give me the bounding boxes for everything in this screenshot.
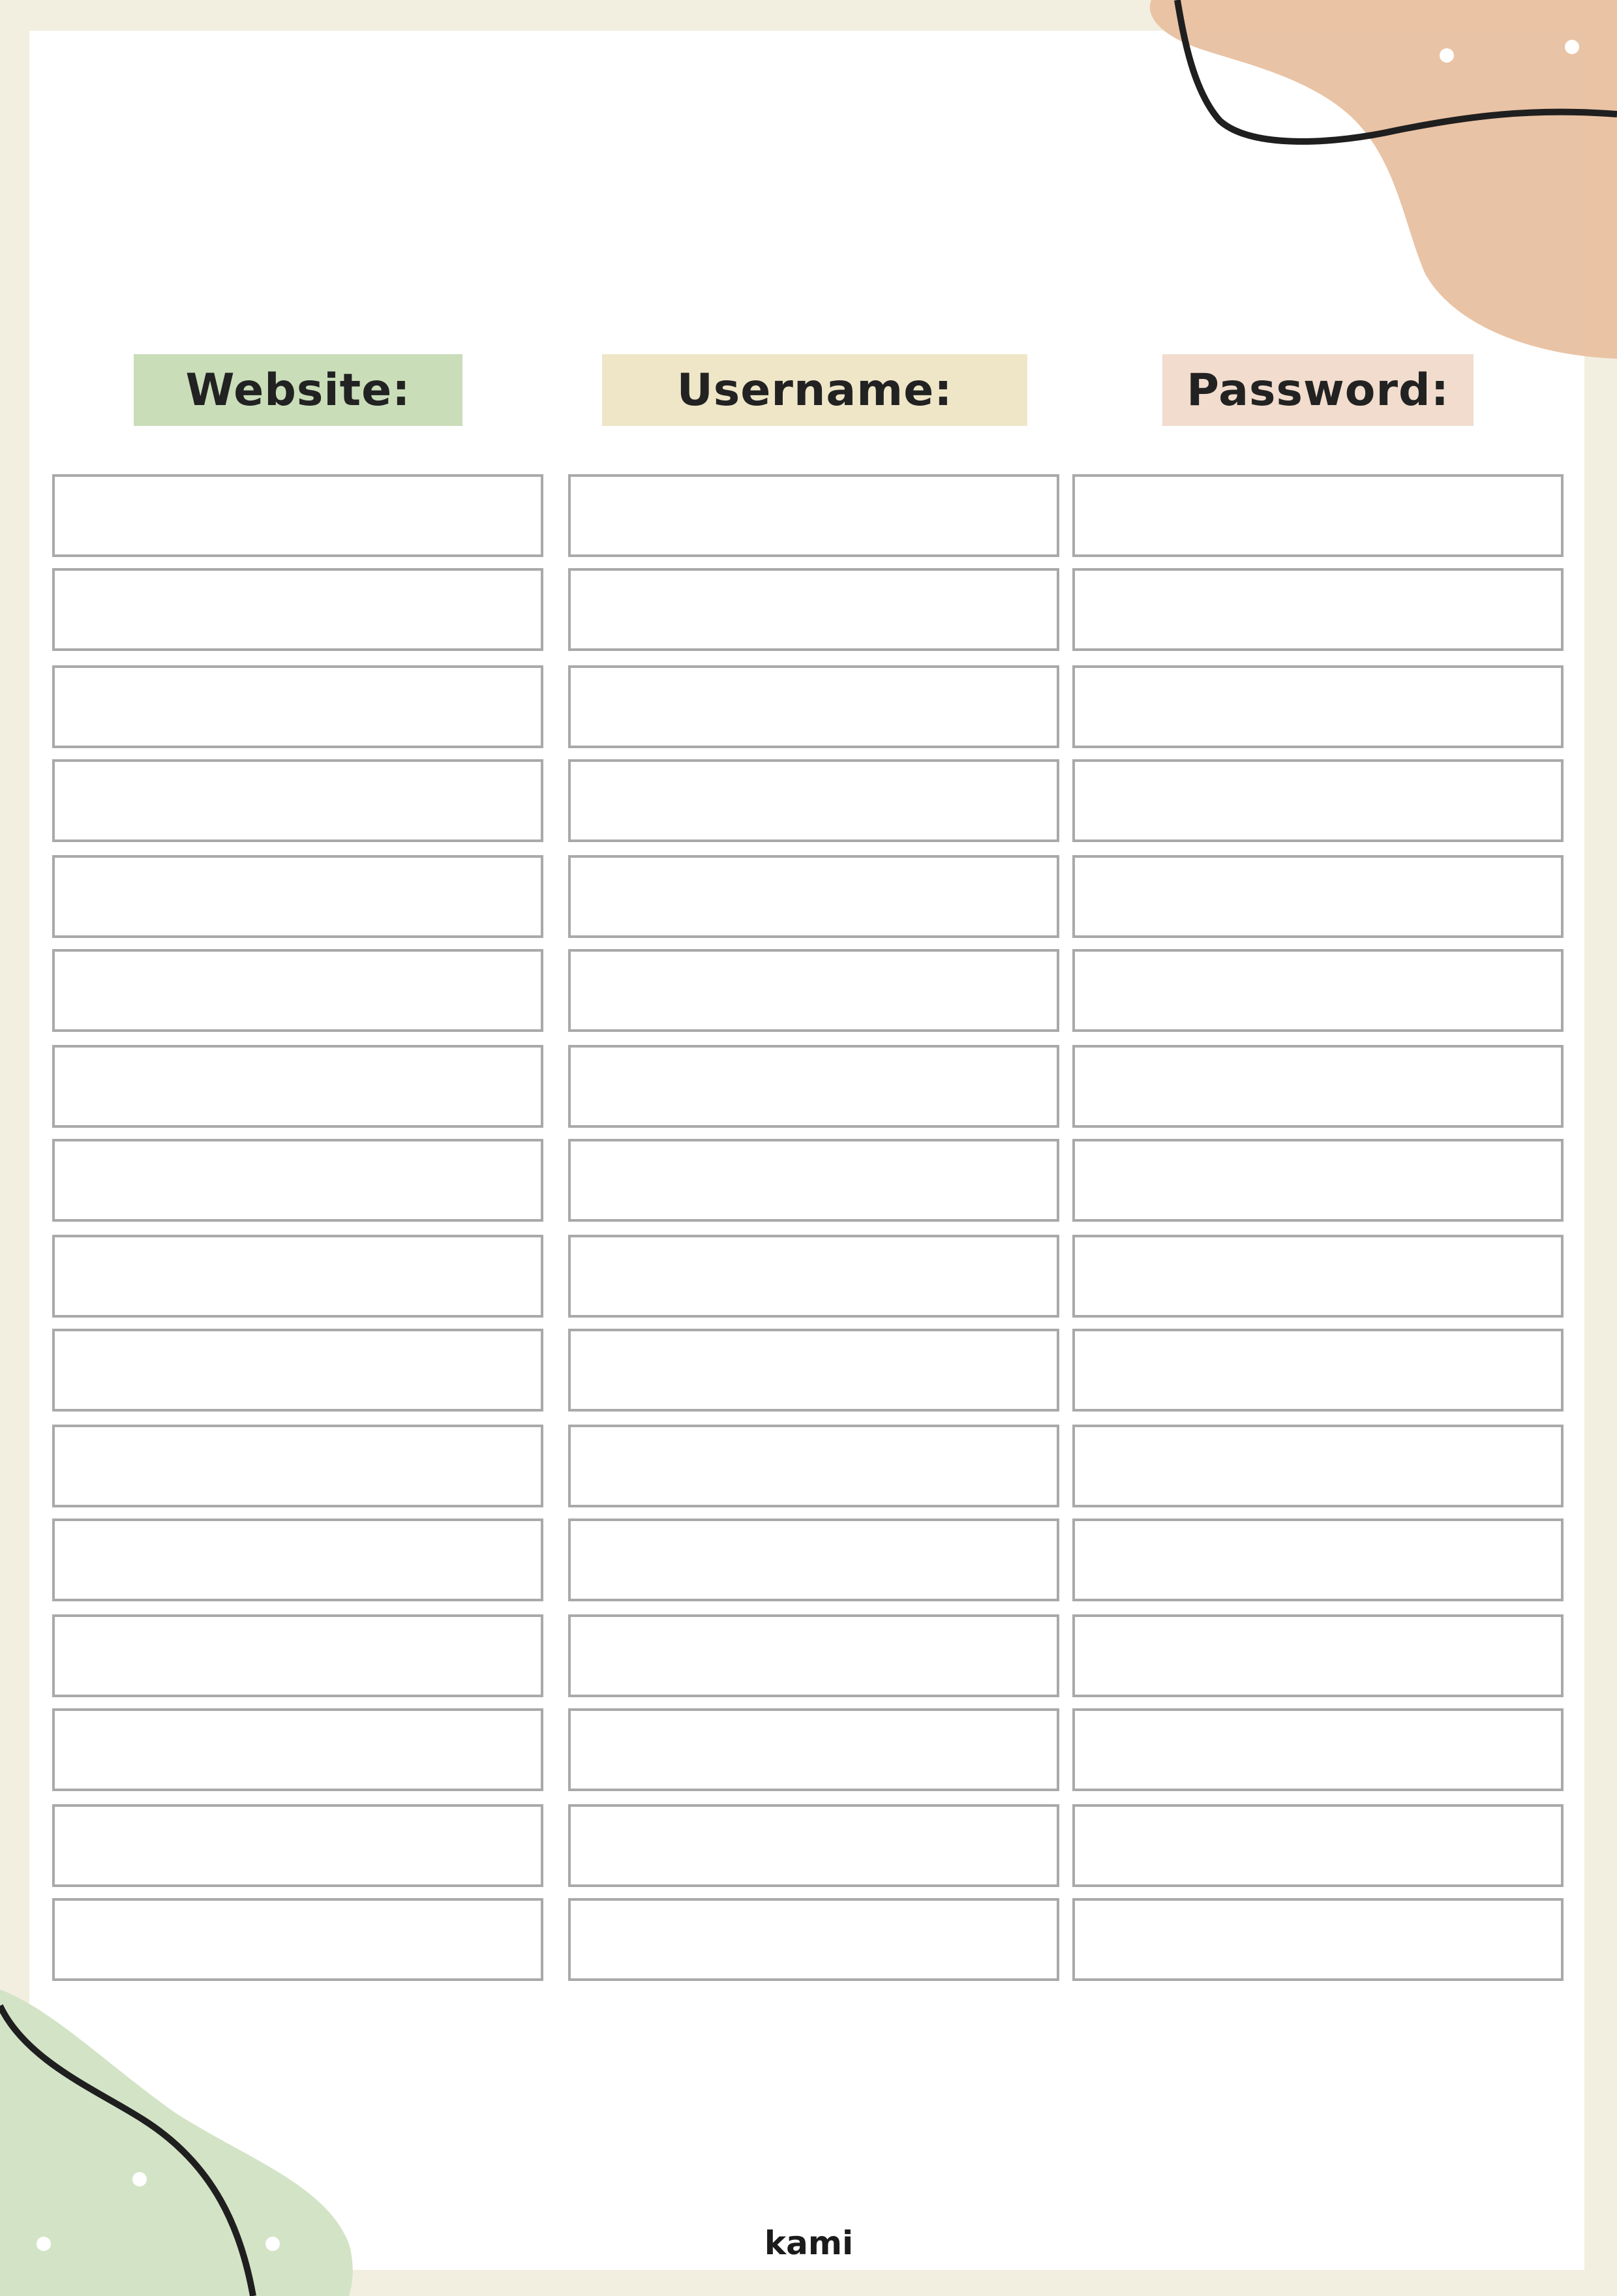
password-field[interactable] bbox=[1072, 568, 1564, 651]
kami-logo: kami bbox=[764, 2224, 854, 2262]
password-field[interactable] bbox=[1072, 665, 1564, 748]
website-field[interactable] bbox=[52, 1045, 543, 1128]
website-field[interactable] bbox=[52, 855, 543, 938]
password-column-header: Password: bbox=[1162, 354, 1473, 426]
password-field[interactable] bbox=[1072, 1235, 1564, 1318]
password-field[interactable] bbox=[1072, 1708, 1564, 1791]
website-field[interactable] bbox=[52, 1518, 543, 1601]
website-field[interactable] bbox=[52, 1708, 543, 1791]
website-field[interactable] bbox=[52, 568, 543, 651]
website-field[interactable] bbox=[52, 1898, 543, 1981]
username-field[interactable] bbox=[568, 1139, 1059, 1222]
username-field[interactable] bbox=[568, 474, 1059, 557]
website-field[interactable] bbox=[52, 1614, 543, 1697]
website-field[interactable] bbox=[52, 1804, 543, 1887]
username-field[interactable] bbox=[568, 1708, 1059, 1791]
password-field[interactable] bbox=[1072, 1045, 1564, 1128]
password-field[interactable] bbox=[1072, 1518, 1564, 1601]
password-field[interactable] bbox=[1072, 474, 1564, 557]
website-field[interactable] bbox=[52, 474, 543, 557]
username-field[interactable] bbox=[568, 1329, 1059, 1412]
username-field[interactable] bbox=[568, 1804, 1059, 1887]
website-field[interactable] bbox=[52, 1139, 543, 1222]
password-field[interactable] bbox=[1072, 759, 1564, 842]
username-field[interactable] bbox=[568, 1518, 1059, 1601]
username-field[interactable] bbox=[568, 949, 1059, 1032]
password-field[interactable] bbox=[1072, 855, 1564, 938]
username-field[interactable] bbox=[568, 855, 1059, 938]
password-field[interactable] bbox=[1072, 1804, 1564, 1887]
username-field[interactable] bbox=[568, 1614, 1059, 1697]
password-field[interactable] bbox=[1072, 1898, 1564, 1981]
username-field[interactable] bbox=[568, 1045, 1059, 1128]
username-field[interactable] bbox=[568, 1235, 1059, 1318]
password-field[interactable] bbox=[1072, 1139, 1564, 1222]
username-field[interactable] bbox=[568, 1425, 1059, 1507]
website-field[interactable] bbox=[52, 949, 543, 1032]
username-field[interactable] bbox=[568, 759, 1059, 842]
website-field[interactable] bbox=[52, 759, 543, 842]
username-column-header: Username: bbox=[602, 354, 1027, 426]
username-field[interactable] bbox=[568, 1898, 1059, 1981]
website-field[interactable] bbox=[52, 1329, 543, 1412]
website-field[interactable] bbox=[52, 1235, 543, 1318]
website-field[interactable] bbox=[52, 1425, 543, 1507]
website-field[interactable] bbox=[52, 665, 543, 748]
password-field[interactable] bbox=[1072, 1329, 1564, 1412]
password-field[interactable] bbox=[1072, 1614, 1564, 1697]
username-field[interactable] bbox=[568, 665, 1059, 748]
password-field[interactable] bbox=[1072, 949, 1564, 1032]
username-field[interactable] bbox=[568, 568, 1059, 651]
password-field[interactable] bbox=[1072, 1425, 1564, 1507]
website-column-header: Website: bbox=[134, 354, 462, 426]
